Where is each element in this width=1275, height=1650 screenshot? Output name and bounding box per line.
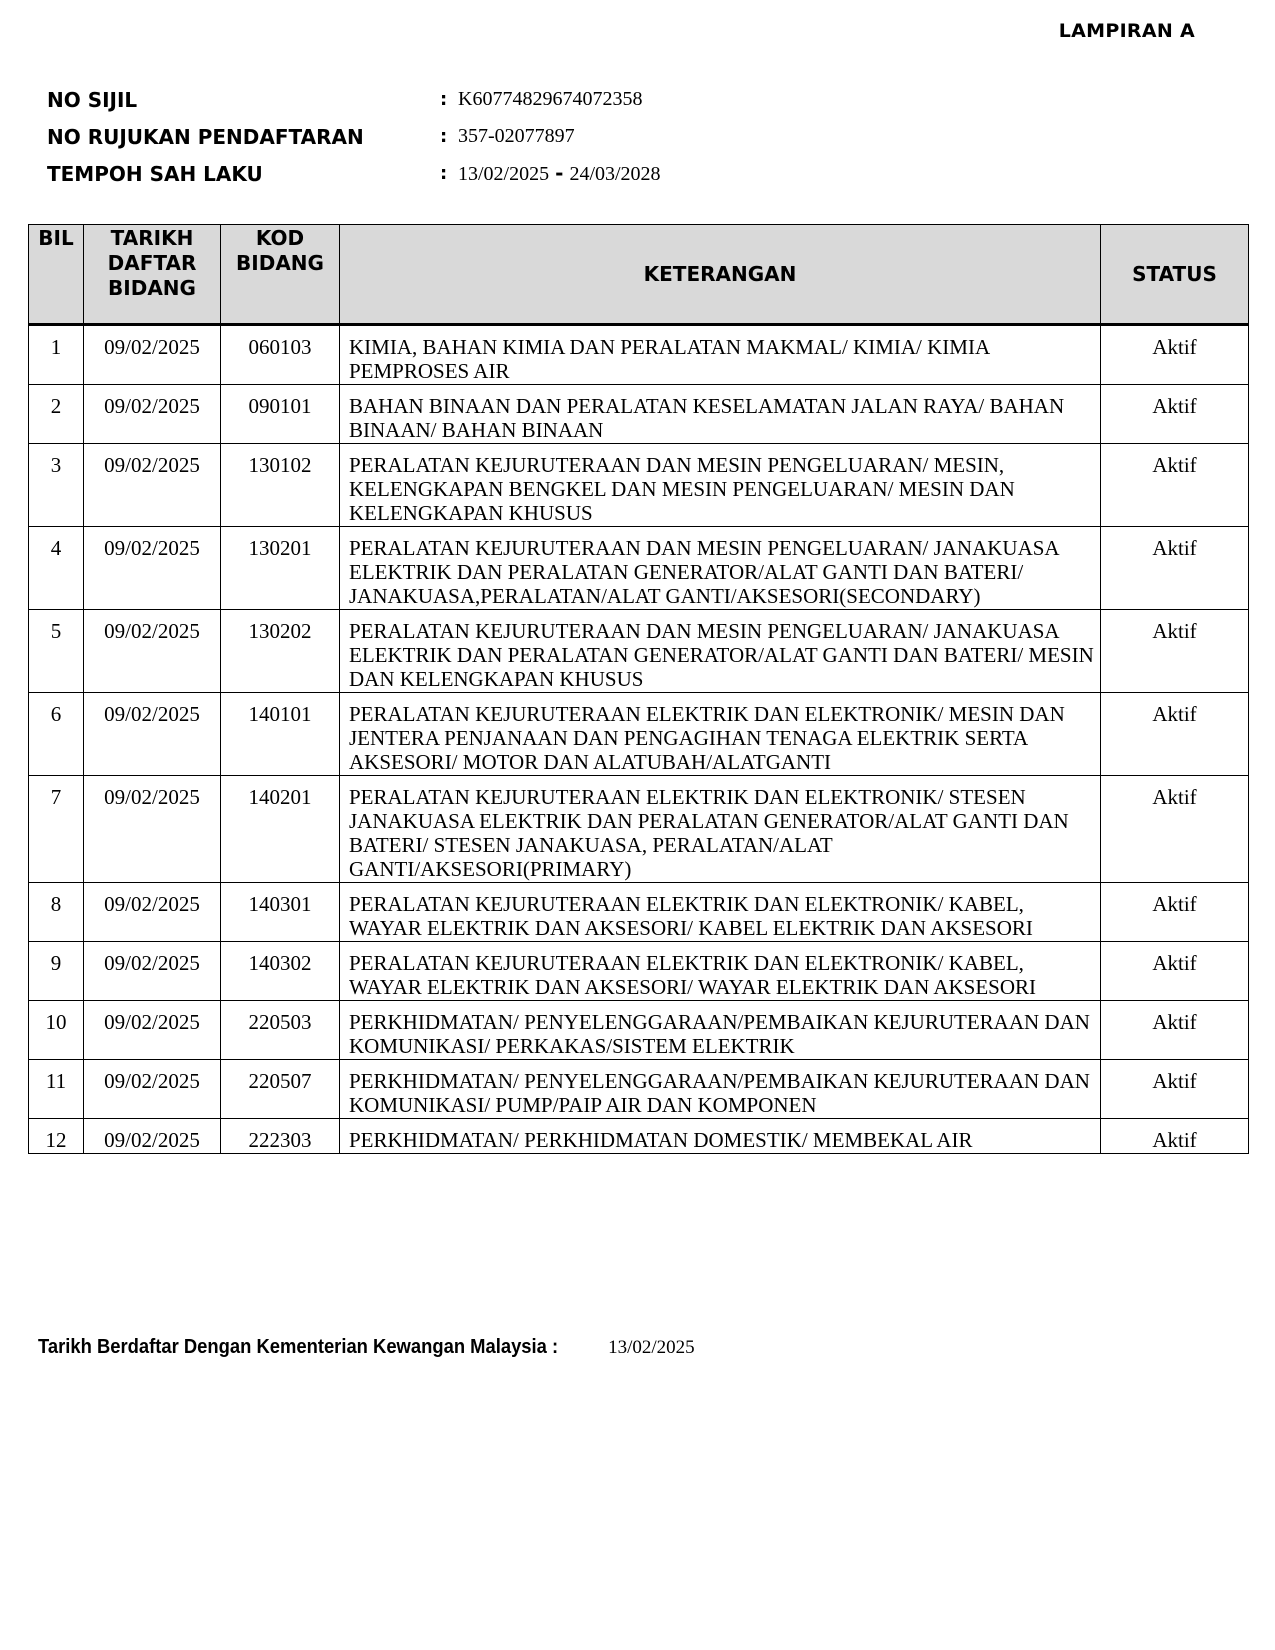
no-rujukan-value: 357-02077897 [458, 125, 575, 147]
tempoh-row [47, 155, 661, 192]
cell-tarikh: 09/02/2025 [84, 1119, 221, 1154]
registration-date-label: Tarikh Berdaftar Dengan Kementerian Kewangan Malaysia : [38, 1336, 559, 1358]
table-row [29, 883, 1249, 942]
cell-keterangan: KIMIA, BAHAN KIMIA DAN PERALATAN MAKMAL/ KIMIA/ KIMIA PEMPROSES AIR [340, 325, 1101, 385]
registration-date-value: 13/02/2025 [608, 1337, 695, 1358]
cell-tarikh: 09/02/2025 [84, 942, 221, 1001]
cell-kod: 140302 [221, 942, 340, 1001]
cell-status: Aktif [1101, 883, 1249, 942]
tempoh-separator: - [555, 161, 564, 185]
cell-kod: 130202 [221, 610, 340, 693]
cell-bil: 9 [29, 942, 84, 1001]
table-row [29, 693, 1249, 776]
cell-bil: 2 [29, 385, 84, 444]
cell-status: Aktif [1101, 693, 1249, 776]
cell-tarikh: 09/02/2025 [84, 1001, 221, 1060]
no-rujukan-label: NO RUJUKAN PENDAFTARAN [47, 124, 364, 149]
table-row [29, 942, 1249, 1001]
cell-tarikh: 09/02/2025 [84, 444, 221, 527]
header-status: STATUS [1101, 225, 1249, 325]
bidang-table [28, 224, 1249, 1154]
cell-status: Aktif [1101, 610, 1249, 693]
header-tarikh: TARIKH DAFTAR BIDANG [84, 225, 221, 325]
cell-tarikh: 09/02/2025 [84, 610, 221, 693]
cell-status: Aktif [1101, 1119, 1249, 1154]
tempoh-value [458, 161, 661, 186]
table-header-row [29, 225, 1249, 325]
no-sijil-value: K60774829674072358 [458, 88, 643, 110]
cell-tarikh: 09/02/2025 [84, 693, 221, 776]
cell-kod: 060103 [221, 325, 340, 385]
cell-bil: 6 [29, 693, 84, 776]
cell-tarikh: 09/02/2025 [84, 325, 221, 385]
cell-keterangan: BAHAN BINAAN DAN PERALATAN KESELAMATAN JALAN RAYA/ BAHAN BINAAN/ BAHAN BINAAN [340, 385, 1101, 444]
cell-keterangan: PERALATAN KEJURUTERAAN DAN MESIN PENGELUARAN/ MESIN, KELENGKAPAN BENGKEL DAN MESIN PENGELUARAN/ MESIN DAN KELENGKAPAN KHUSUS [340, 444, 1101, 527]
cell-kod: 140101 [221, 693, 340, 776]
cell-status: Aktif [1101, 385, 1249, 444]
cell-status: Aktif [1101, 527, 1249, 610]
cell-kod: 222303 [221, 1119, 340, 1154]
header-keterangan: KETERANGAN [340, 225, 1101, 325]
tempoh-end: 24/03/2028 [569, 163, 661, 185]
cell-status: Aktif [1101, 942, 1249, 1001]
cell-keterangan: PERALATAN KEJURUTERAAN ELEKTRIK DAN ELEKTRONIK/ KABEL, WAYAR ELEKTRIK DAN AKSESORI/ WAYAR ELEKTRIK DAN AKSESORI [340, 942, 1101, 1001]
cell-status: Aktif [1101, 1060, 1249, 1119]
cell-kod: 140201 [221, 776, 340, 883]
cell-keterangan: PERALATAN KEJURUTERAAN DAN MESIN PENGELUARAN/ JANAKUASA ELEKTRIK DAN PERALATAN GENERATOR/ALAT GANTI DAN BATERI/ MESIN DAN KELENGKAPAN KHUSUS [340, 610, 1101, 693]
cell-keterangan: PERALATAN KEJURUTERAAN ELEKTRIK DAN ELEKTRONIK/ STESEN JANAKUASA ELEKTRIK DAN PERALATAN GENERATOR/ALAT GANTI DAN BATERI/ STESEN JANAKUASA, PERALATAN/ALAT GANTI/AKSESORI(PRIMARY) [340, 776, 1101, 883]
cell-keterangan: PERALATAN KEJURUTERAAN ELEKTRIK DAN ELEKTRONIK/ KABEL, WAYAR ELEKTRIK DAN AKSESORI/ KABEL ELEKTRIK DAN AKSESORI [340, 883, 1101, 942]
tempoh-label: TEMPOH SAH LAKU [47, 161, 263, 186]
cell-status: Aktif [1101, 325, 1249, 385]
cell-bil: 3 [29, 444, 84, 527]
cell-tarikh: 09/02/2025 [84, 776, 221, 883]
cell-kod: 130102 [221, 444, 340, 527]
cell-kod: 140301 [221, 883, 340, 942]
table-row [29, 1060, 1249, 1119]
table-row [29, 444, 1249, 527]
cell-keterangan: PERKHIDMATAN/ PERKHIDMATAN DOMESTIK/ MEMBEKAL AIR [340, 1119, 1101, 1154]
header-bil: BIL [29, 225, 84, 325]
cell-kod: 090101 [221, 385, 340, 444]
cell-keterangan: PERKHIDMATAN/ PENYELENGGARAAN/PEMBAIKAN KEJURUTERAAN DAN KOMUNIKASI/ PUMP/PAIP AIR DAN KOMPONEN [340, 1060, 1101, 1119]
cell-bil: 8 [29, 883, 84, 942]
cell-status: Aktif [1101, 444, 1249, 527]
cell-kod: 220507 [221, 1060, 340, 1119]
cell-bil: 5 [29, 610, 84, 693]
table-row [29, 1001, 1249, 1060]
header-kod: KOD BIDANG [221, 225, 340, 325]
cell-bil: 12 [29, 1119, 84, 1154]
cell-tarikh: 09/02/2025 [84, 1060, 221, 1119]
cell-status: Aktif [1101, 1001, 1249, 1060]
no-rujukan-row [47, 118, 661, 155]
cell-bil: 10 [29, 1001, 84, 1060]
colon: : [440, 163, 448, 184]
lampiran-label: LAMPIRAN A [1058, 20, 1195, 42]
no-sijil-row [47, 81, 661, 118]
cell-kod: 130201 [221, 527, 340, 610]
table-row [29, 1119, 1249, 1154]
cell-keterangan: PERALATAN KEJURUTERAAN ELEKTRIK DAN ELEKTRONIK/ MESIN DAN JENTERA PENJANAAN DAN PENGAGIHAN TENAGA ELEKTRIK SERTA AKSESORI/ MOTOR DAN ALATUBAH/ALATGANTI [340, 693, 1101, 776]
colon: : [440, 89, 448, 110]
cell-bil: 4 [29, 527, 84, 610]
cell-tarikh: 09/02/2025 [84, 883, 221, 942]
cell-kod: 220503 [221, 1001, 340, 1060]
table-row [29, 325, 1249, 385]
cell-bil: 11 [29, 1060, 84, 1119]
no-sijil-label: NO SIJIL [47, 87, 138, 112]
table-row [29, 610, 1249, 693]
cell-bil: 1 [29, 325, 84, 385]
registration-date-footer [38, 1336, 695, 1359]
cell-tarikh: 09/02/2025 [84, 385, 221, 444]
colon: : [440, 126, 448, 147]
table-row [29, 776, 1249, 883]
cell-bil: 7 [29, 776, 84, 883]
cell-keterangan: PERKHIDMATAN/ PENYELENGGARAAN/PEMBAIKAN KEJURUTERAAN DAN KOMUNIKASI/ PERKAKAS/SISTEM ELEKTRIK [340, 1001, 1101, 1060]
table-row [29, 527, 1249, 610]
tempoh-start: 13/02/2025 [458, 163, 550, 185]
cell-keterangan: PERALATAN KEJURUTERAAN DAN MESIN PENGELUARAN/ JANAKUASA ELEKTRIK DAN PERALATAN GENERATOR/ALAT GANTI DAN BATERI/ JANAKUASA,PERALATAN/ALAT GANTI/AKSESORI(SECONDARY) [340, 527, 1101, 610]
certificate-info [47, 81, 661, 192]
table-row [29, 385, 1249, 444]
cell-status: Aktif [1101, 776, 1249, 883]
cell-tarikh: 09/02/2025 [84, 527, 221, 610]
